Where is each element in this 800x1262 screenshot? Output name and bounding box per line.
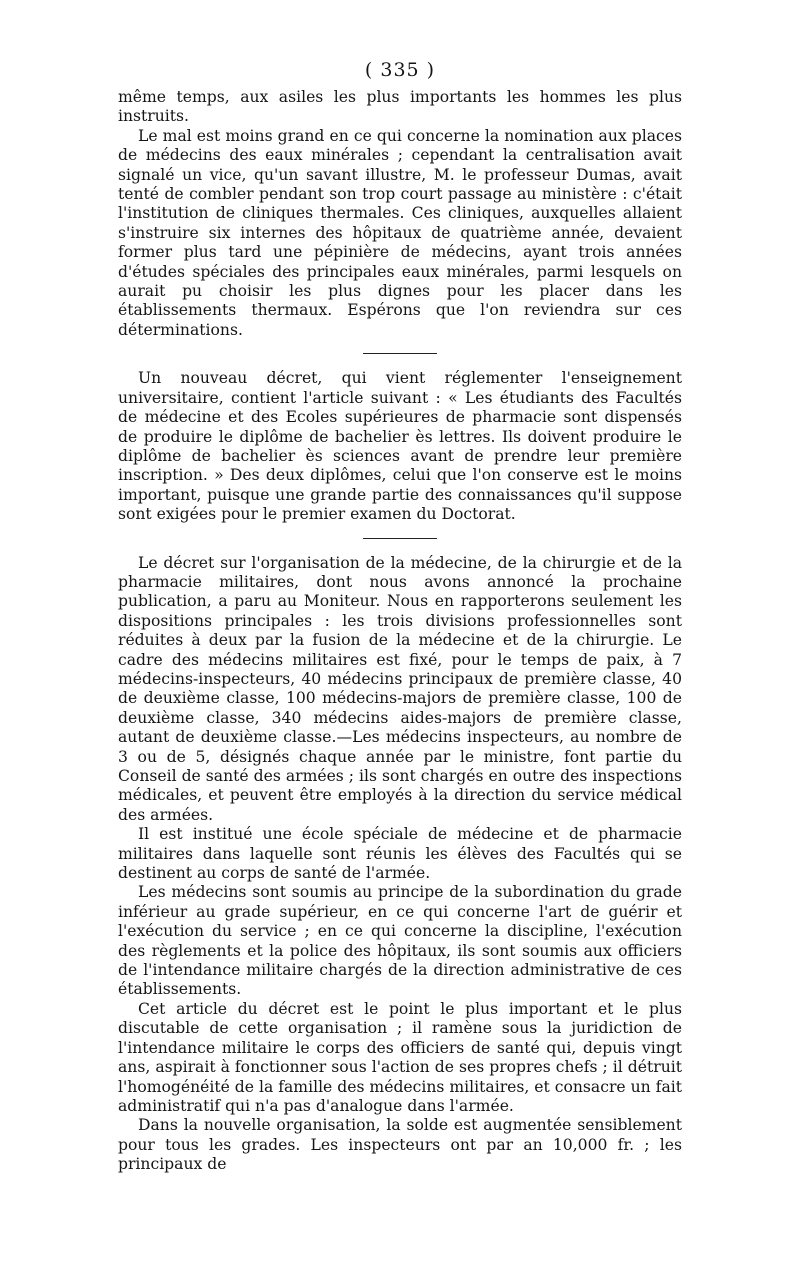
page-number: ( 335 ) xyxy=(364,59,436,81)
section-divider xyxy=(363,353,437,354)
paragraph: Il est institué une école spéciale de médecine et de pharmacie militaires dans laquelle sont réunis les élèves des Facultés qui se destinent au corps de santé de l'armée. xyxy=(118,825,682,883)
paragraph: même temps, aux asiles les plus importants les hommes les plus instruits. xyxy=(118,88,682,126)
paragraph: Les médecins sont soumis au principe de la subordination du grade inférieur au grade supérieur, en ce qui concerne l'art de guérir et l'exécution du service ; en ce qui concerne la discipline, l'exécution des règlements et la police des hôpitaux, ils sont soumis aux officiers de l'intendance militaire chargés de la direction administrative de ces établissements. xyxy=(118,883,682,999)
paragraph: Le mal est moins grand en ce qui concerne la nomination aux places de médecins des eaux minérales ; cependant la centralisation avait signalé un vice, qu'un savant illustre, M. le professeur Dumas, avait tenté de combler pendant son trop court passage au ministère : c'était l'institution de cliniques thermales. Ces cliniques, auxquelles allaient s'instruire six internes des hôpitaux de quatrième année, devaient former plus tard une pépinière de médecins, ayant trois années d'études spéciales des principales eaux minérales, parmi lesquels on aurait pu choisir les plus dignes pour les placer dans les établissements thermaux. Espérons que l'on reviendra sur ces déterminations. xyxy=(118,126,682,339)
paragraph: Dans la nouvelle organisation, la solde est augmentée sensiblement pour tous les grades. Les inspecteurs ont par an 10,000 fr. ; les principaux de xyxy=(118,1116,682,1174)
paragraph: Cet article du décret est le point le plus important et le plus discutable de cette organisation ; il ramène sous la juridiction de l'intendance militaire le corps des officiers de santé qui, depuis vingt ans, aspirait à fonctionner sous l'action de ses propres chefs ; il détruit l'homogénéité de la famille des médecins militaires, et consacre un fait administratif qui n'a pas d'analogue dans l'armée. xyxy=(118,999,682,1115)
section-divider xyxy=(363,538,437,539)
paragraph: Un nouveau décret, qui vient réglementer l'enseignement universitaire, contient l'article suivant : « Les étudiants des Facultés de médecine et des Ecoles supérieures de pharmacie sont dispensés de produire le diplôme de bachelier ès lettres. Ils doivent produire le diplôme de bachelier ès sciences avant de prendre leur première inscription. » Des deux diplômes, celui que l'on conserve est le moins important, puisque une grande partie des connaissances qu'il suppose sont exigées pour le premier examen du Doctorat. xyxy=(118,369,682,524)
paragraph: Le décret sur l'organisation de la médecine, de la chirurgie et de la pharmacie militaires, dont nous avons annoncé la prochaine publication, a paru au Moniteur. Nous en rapporterons seulement les dispositions principales : les trois divisions professionnelles sont réduites à deux par la fusion de la médecine et de la chirurgie. Le cadre des médecins militaires est fixé, pour le temps de paix, à 7 médecins-inspecteurs, 40 médecins principaux de première classe, 40 de deuxième classe, 100 médecins-majors de première classe, 100 de deuxième classe, 340 médecins aides-majors de première classe, autant de deuxième classe.—Les médecins inspecteurs, au nombre de 3 ou de 5, désignés chaque année par le ministre, font partie du Conseil de santé des armées ; ils sont chargés en outre des inspections médicales, et peuvent être employés à la direction du service médical des armées. xyxy=(118,553,682,824)
